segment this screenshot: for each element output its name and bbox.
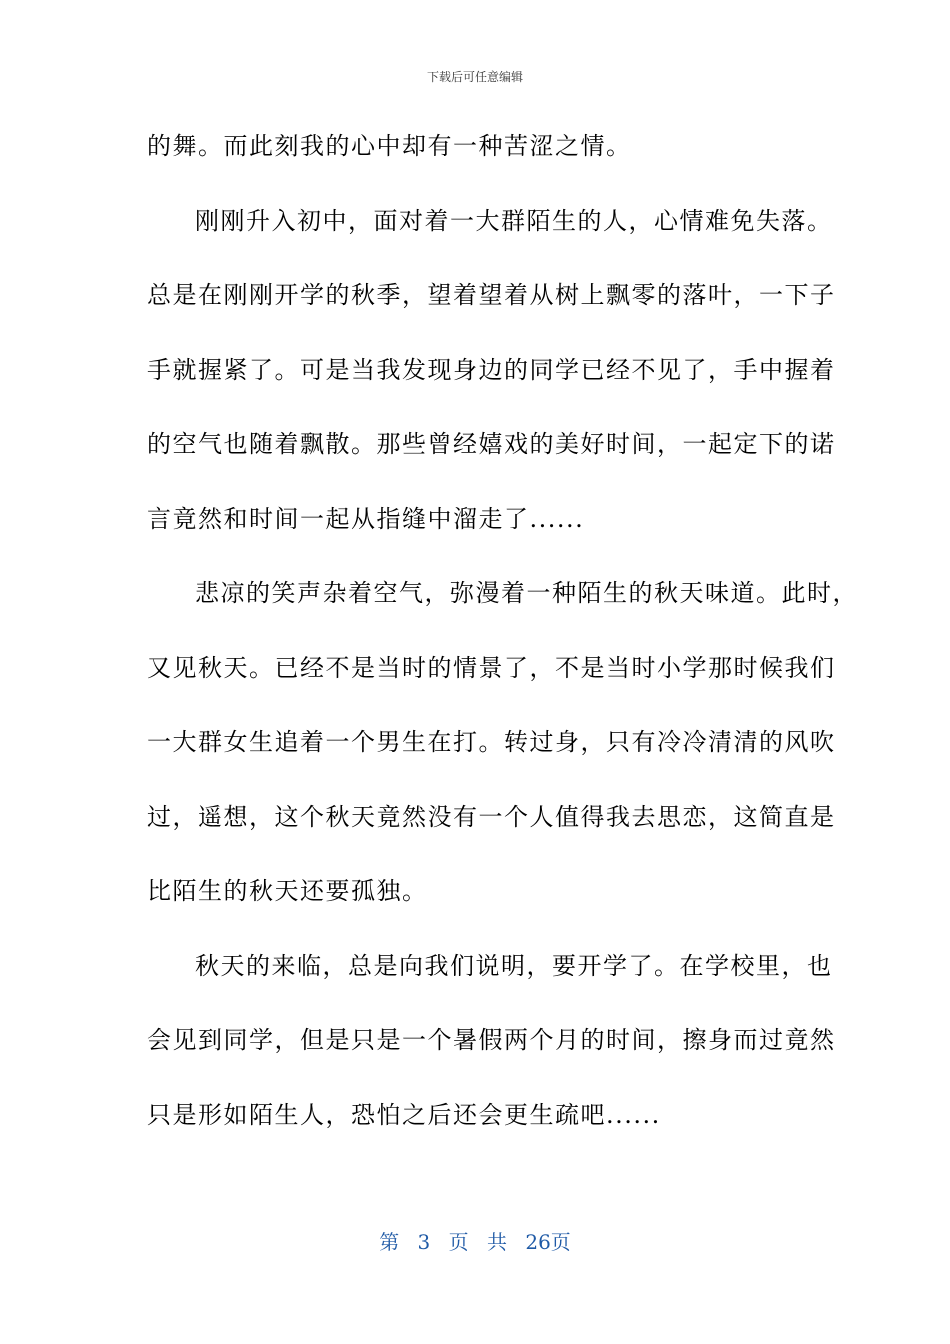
text-line: 只是形如陌生人，恐怕之后还会更生疏吧...... [147, 1100, 661, 1129]
text-line: 会见到同学，但是只是一个暑假两个月的时间，擦身而过竟然 [147, 1026, 836, 1054]
text-line: 的舞。而此刻我的心中却有一种苦涩之情。 [147, 132, 632, 160]
text-line: 手就握紧了。可是当我发现身边的同学已经不见了，手中握着 [147, 355, 836, 384]
paragraph-start-line: 刚刚升入初中，面对着一大群陌生的人，心情难免失落。 [195, 206, 833, 235]
current-page-number: 3 [417, 1230, 431, 1254]
text-line: 又见秋天。已经不是当时的情景了，不是当时小学那时候我们 [147, 653, 836, 682]
text-line: 一大群女生追着一个男生在打。转过身，只有冷冷清清的风吹 [147, 728, 836, 756]
paragraph-start-line: 悲凉的笑声杂着空气，弥漫着一种陌生的秋天味道。此时， [195, 579, 858, 607]
paragraph-start-line: 秋天的来临，总是向我们说明，要开学了。在学校里，也 [195, 951, 833, 980]
text-line: 言竟然和时间一起从指缝中溜走了...... [147, 504, 585, 533]
total-label-prefix: 共 [487, 1230, 507, 1254]
text-line: 总是在刚刚开学的秋季，望着望着从树上飘零的落叶，一下子 [147, 281, 836, 309]
page-label-suffix: 页 [448, 1230, 469, 1254]
document-body [147, 121, 858, 1164]
page-footer [0, 1226, 950, 1255]
page-label-prefix: 第 [379, 1230, 400, 1254]
text-line: 过，遥想，这个秋天竟然没有一个人值得我去思恋，这简直是 [147, 802, 836, 831]
page-header: 下载后可任意编辑 [426, 70, 523, 84]
total-pages: 26页 [525, 1230, 571, 1254]
text-line: 比陌生的秋天还要孤独。 [147, 877, 428, 905]
text-line: 的空气也随着飘散。那些曾经嬉戏的美好时间，一起定下的诺 [147, 430, 836, 458]
